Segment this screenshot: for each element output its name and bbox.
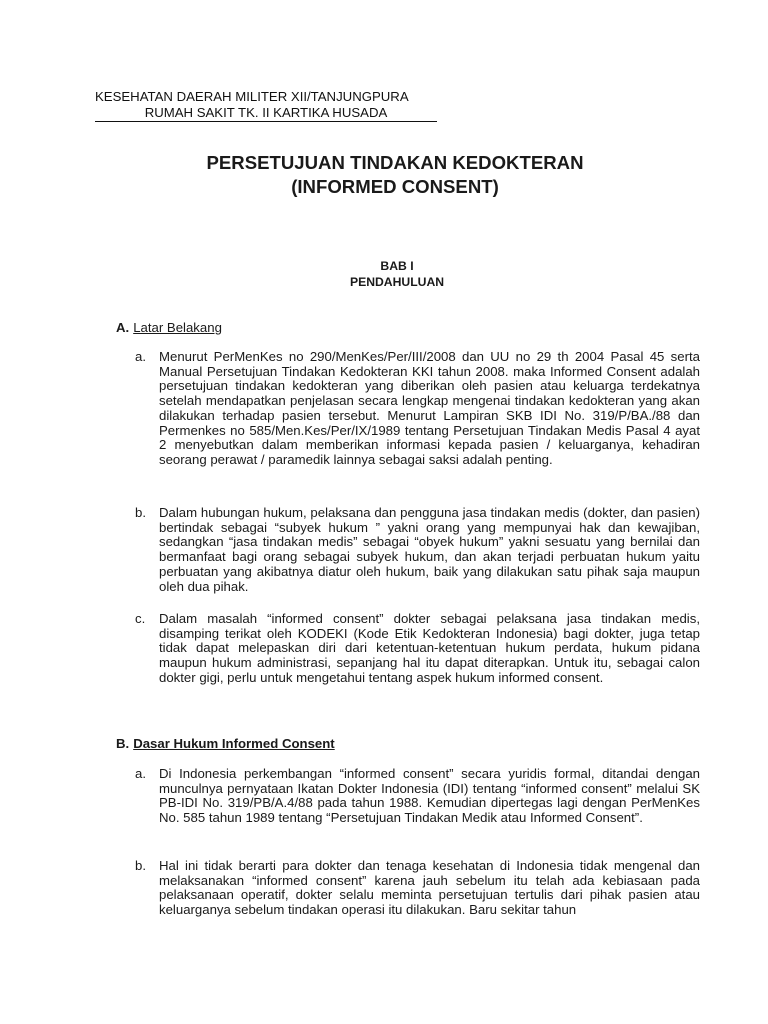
list-marker: a. [135,349,146,364]
document-title-line2: (INFORMED CONSENT) [291,176,499,197]
list-item [132,506,700,594]
paragraph: Hal ini tidak berarti para dokter dan tenaga kesehatan di Indonesia tidak mengenal dan melaksanakan “informed consent” karena jauh sebelum itu telah ada kebiasaan pada pelaksanaan operatif, dokter selalu meminta persetujuan tertulis dari pihak pasien atau keluarganya sebelum tindakan operasi itu dilakukan. Baru sekitar tahun [159,858,700,918]
list-marker: c. [135,611,146,626]
list-item [132,767,700,826]
letterhead-hospital: RUMAH SAKIT TK. II KARTIKA HUSADA [95,105,437,123]
list-marker: b. [135,858,146,873]
list-item [132,859,700,918]
section-title: Latar Belakang [133,320,222,335]
chapter-number: BAB I [380,259,414,273]
section-heading-latar-belakang [116,320,222,336]
paragraph: Dalam masalah “informed consent” dokter sebagai pelaksana jasa tindakan medis, disamping terikat oleh KODEKI (Kode Etik Kedokteran Indonesia) bagi dokter, juga tetap tidak dapat melepaskan diri dari ketentuan-ketentuan hukum perdata, hukum pidana maupun hukum administrasi, sepanjang hal itu dapat diterapkan. Untuk itu, sebagai calon dokter gigi, perlu untuk mengetahui tentang aspek hukum informed consent. [159,611,700,685]
section-letter: B. [116,736,130,751]
document-title-line1: PERSETUJUAN TINDAKAN KEDOKTERAN [206,152,584,173]
document-title [0,151,768,199]
section-letter: A. [116,320,130,335]
chapter-heading [0,258,768,290]
section-heading-dasar-hukum [116,736,335,752]
paragraph: Dalam hubungan hukum, pelaksana dan pengguna jasa tindakan medis (dokter, dan pasien) bertindak sebagai “subyek hukum ” yakni orang yang mempunyai hak dan kewajiban, sedangkan “jasa tindakan medis” sebagai “obyek hukum” yakni sesuatu yang bernilai dan bermanfaat bagi orang sebagai subyek hukum, dan akan terjadi perbuatan hukum yaitu perbuatan yang akibatnya diatur oleh hukum, baik yang dilakukan satu pihak saja maupun oleh dua pihak. [159,505,700,594]
list-marker: b. [135,505,146,520]
paragraph: Di Indonesia perkembangan “informed consent” secara yuridis formal, ditandai dengan munculnya pernyataan Ikatan Dokter Indonesia (IDI) tentang “informed consent” melalui SK PB-IDI No. 319/PB/A.4/88 pada tahun 1988. Kemudian dipertegas lagi dengan PerMenKes No. 585 tahun 1989 tentang “Persetujuan Tindakan Medik atau Informed Consent”. [159,766,700,826]
list-item [132,612,700,686]
letterhead [95,89,437,122]
letterhead-institution: KESEHATAN DAERAH MILITER XII/TANJUNGPURA [95,89,409,104]
chapter-name: PENDAHULUAN [349,275,445,289]
list-item [132,350,700,468]
paragraph: Menurut PerMenKes no 290/MenKes/Per/III/2008 dan UU no 29 th 2004 Pasal 45 serta Manual Persetujuan Tindakan Kedokteran KKI tahun 2008. maka Informed Consent adalah persetujuan tindakan kedokteran yang diberikan oleh pasien atau keluarga terdekatnya setelah mendapatkan penjelasan secara lengkap mengenai tindakan kedokteran yang akan dilakukan terhadap pasien tersebut. Menurut Lampiran SKB IDI No. 319/P/BA./88 dan Permenkes no 585/Men.Kes/Per/IX/1989 tentang Persetujuan Tindakan Medis Pasal 4 ayat 2 menyebutkan dalam memberikan informasi kepada pasien / keluarganya, kehadiran seorang perawat / paramedik lainnya sebagai saksi adalah penting. [159,349,700,467]
section-title: Dasar Hukum Informed Consent [133,736,335,751]
list-marker: a. [135,766,146,781]
